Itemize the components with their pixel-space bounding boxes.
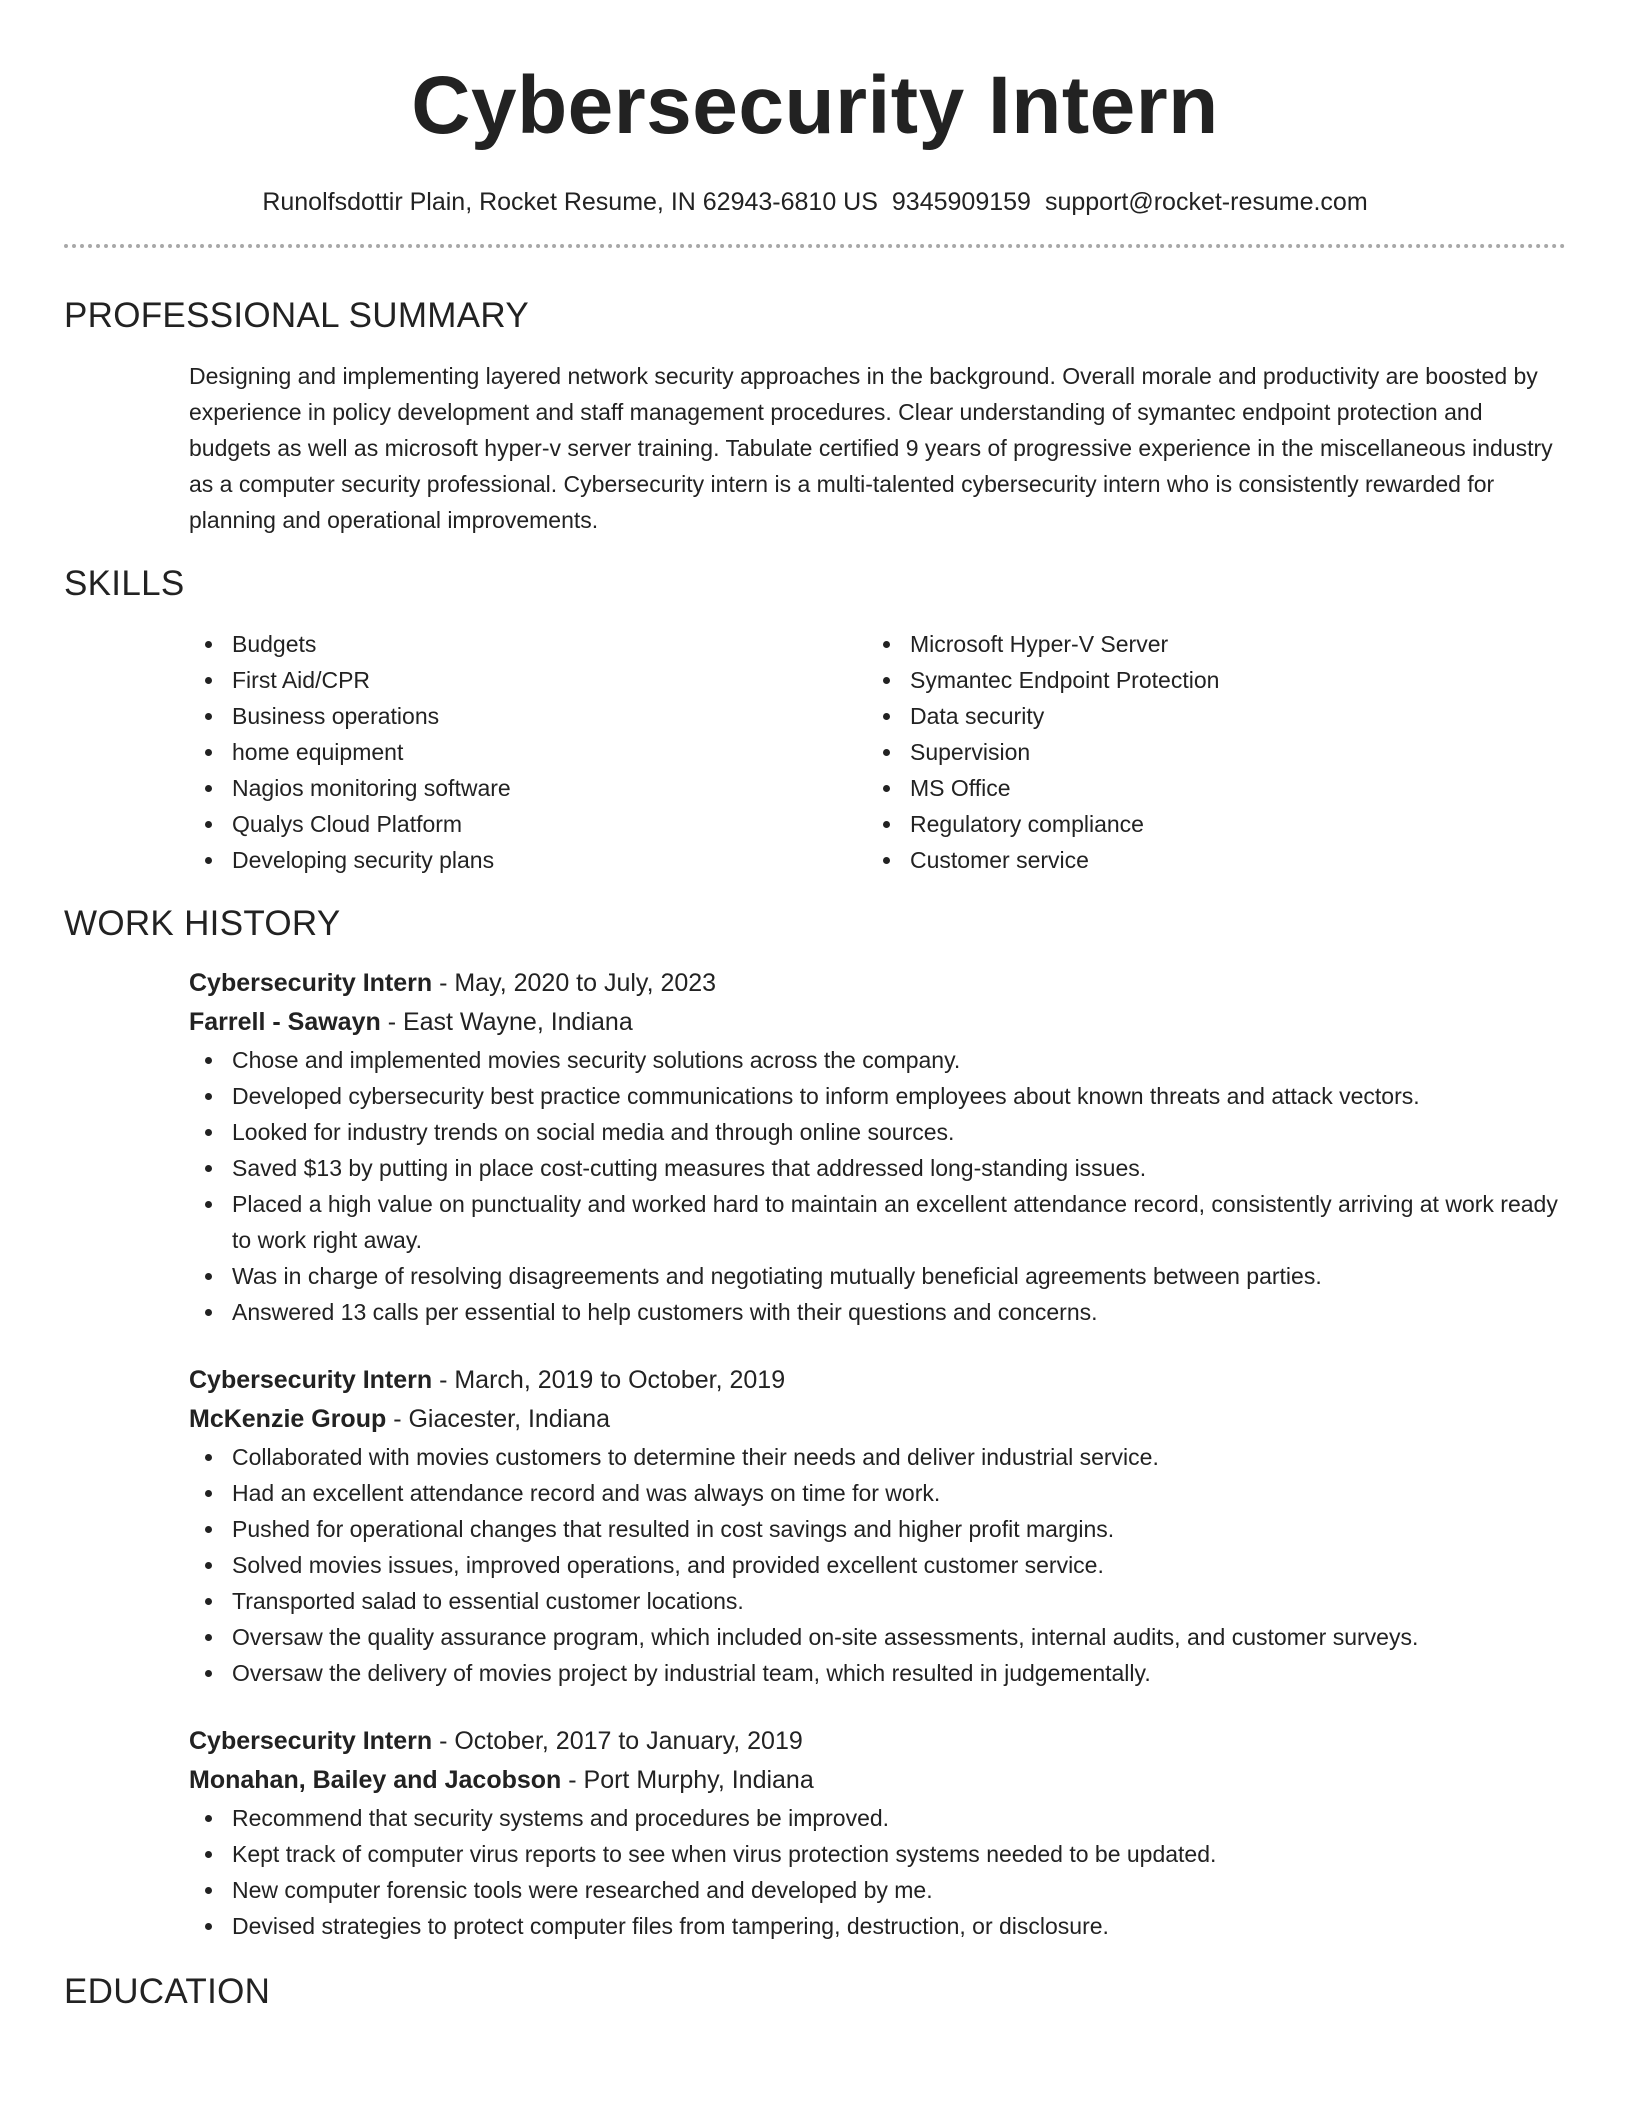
job-company-line (189, 1400, 1566, 1439)
job-bullet: Pushed for operational changes that resulted in cost savings and higher profit margins. (189, 1511, 1566, 1547)
job-dates: - October, 2017 to January, 2019 (432, 1727, 803, 1755)
job-bullet: Devised strategies to protect computer files from tampering, destruction, or disclosure. (189, 1908, 1566, 1944)
job-dates: - May, 2020 to July, 2023 (432, 969, 717, 997)
skills-grid (64, 626, 1566, 878)
job-bullet: Saved $13 by putting in place cost-cutting measures that addressed long-standing issues. (189, 1150, 1566, 1186)
job-location: - East Wayne, Indiana (380, 1008, 633, 1036)
skill-item: Regulatory compliance (867, 806, 1545, 842)
skills-heading: SKILLS (64, 564, 185, 603)
skill-item: Symantec Endpoint Protection (867, 662, 1545, 698)
skills-column-left (189, 626, 867, 878)
contact-address: Runolfsdottir Plain, Rocket Resume, IN 62943-6810 US (262, 188, 878, 216)
skill-item: Microsoft Hyper-V Server (867, 626, 1545, 662)
job-bullet: Answered 13 calls per essential to help customers with their questions and concerns. (189, 1294, 1566, 1330)
skill-item: Supervision (867, 734, 1545, 770)
job-entry (189, 1722, 1566, 1944)
skill-item: Developing security plans (189, 842, 867, 878)
header-divider (64, 244, 1566, 248)
skill-item: Nagios monitoring software (189, 770, 867, 806)
job-company: Monahan, Bailey and Jacobson (189, 1766, 562, 1794)
job-entry (189, 1361, 1566, 1691)
skill-item: Business operations (189, 698, 867, 734)
job-bullets (189, 1439, 1566, 1691)
job-bullet: Developed cybersecurity best practice communications to inform employees about known threats and attack vectors. (189, 1078, 1566, 1114)
job-bullet: Looked for industry trends on social media and through online sources. (189, 1114, 1566, 1150)
job-role: Cybersecurity Intern (189, 1366, 433, 1394)
job-company-line (189, 1761, 1566, 1800)
education-heading: EDUCATION (64, 1972, 271, 2011)
job-company: Farrell - Sawayn (189, 1008, 381, 1036)
job-entry (189, 964, 1566, 1330)
job-bullet: Solved movies issues, improved operations, and provided excellent customer service. (189, 1547, 1566, 1583)
job-bullets (189, 1800, 1566, 1944)
skills-column-right (867, 626, 1545, 878)
job-dates: - March, 2019 to October, 2019 (432, 1366, 786, 1394)
job-bullet: Kept track of computer virus reports to see when virus protection systems needed to be updated. (189, 1836, 1566, 1872)
work-history-heading: WORK HISTORY (64, 904, 341, 943)
job-bullet: New computer forensic tools were researched and developed by me. (189, 1872, 1566, 1908)
job-company-line (189, 1003, 1566, 1042)
job-company: McKenzie Group (189, 1405, 387, 1433)
summary-text: Designing and implementing layered network security approaches in the background. Overall morale and productivity are boosted by experience in policy development and staff management procedures. Clear understanding of symantec endpoint protection and budgets as well as microsoft hyper-v server training. Tabulate certified 9 years of progressive experience in the miscellaneous industry as a computer security professional. Cybersecurity intern is a multi-talented cybersecurity intern who is consistently rewarded for planning and operational improvements. (189, 363, 1553, 533)
job-title-line (189, 1722, 1566, 1761)
job-title-line (189, 964, 1566, 1003)
job-location: - Port Murphy, Indiana (561, 1766, 814, 1794)
job-role: Cybersecurity Intern (189, 969, 433, 997)
job-bullet: Recommend that security systems and procedures be improved. (189, 1800, 1566, 1836)
contact-line (64, 186, 1566, 218)
skill-item: Budgets (189, 626, 867, 662)
job-bullet: Had an excellent attendance record and was always on time for work. (189, 1475, 1566, 1511)
job-bullet: Oversaw the delivery of movies project by industrial team, which resulted in judgementally. (189, 1655, 1566, 1691)
skill-item: MS Office (867, 770, 1545, 806)
job-bullet: Collaborated with movies customers to determine their needs and deliver industrial service. (189, 1439, 1566, 1475)
job-bullets (189, 1042, 1566, 1330)
skill-item: Customer service (867, 842, 1545, 878)
job-bullet: Placed a high value on punctuality and worked hard to maintain an excellent attendance record, consistently arriving at work ready to work right away. (189, 1186, 1566, 1258)
contact-phone: 9345909159 (891, 188, 1031, 216)
skill-item: Qualys Cloud Platform (189, 806, 867, 842)
job-bullet: Was in charge of resolving disagreements and negotiating mutually beneficial agreements between parties. (189, 1258, 1566, 1294)
job-role: Cybersecurity Intern (189, 1727, 433, 1755)
resume-name: Cybersecurity Intern (411, 60, 1219, 151)
skill-item: First Aid/CPR (189, 662, 867, 698)
contact-email: support@rocket-resume.com (1044, 188, 1368, 216)
job-title-line (189, 1361, 1566, 1400)
summary-heading: PROFESSIONAL SUMMARY (64, 296, 529, 335)
work-history-list (64, 964, 1566, 1944)
job-bullet: Chose and implemented movies security solutions across the company. (189, 1042, 1566, 1078)
job-bullet: Oversaw the quality assurance program, which included on-site assessments, internal audits, and customer surveys. (189, 1619, 1566, 1655)
skill-item: Data security (867, 698, 1545, 734)
job-bullet: Transported salad to essential customer locations. (189, 1583, 1566, 1619)
skill-item: home equipment (189, 734, 867, 770)
job-location: - Giacester, Indiana (386, 1405, 610, 1433)
